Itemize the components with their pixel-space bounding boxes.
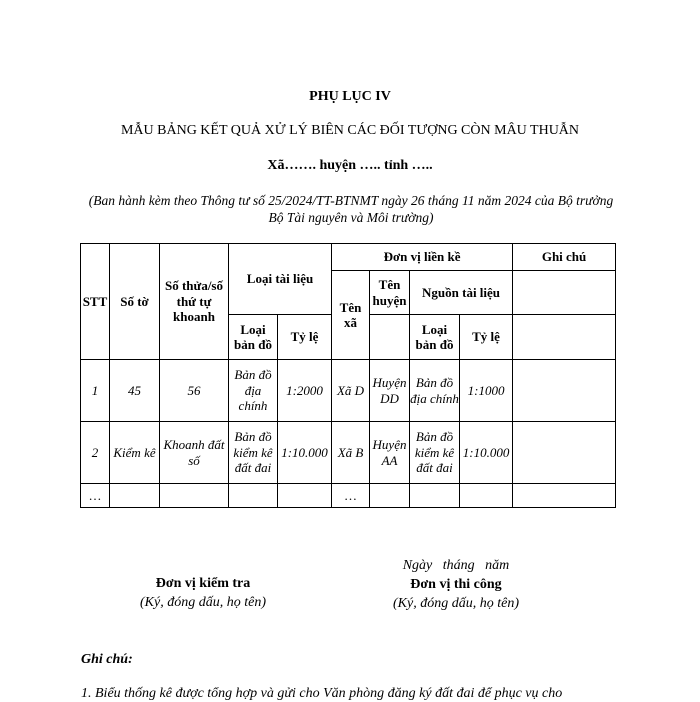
table-cell: Huyện AA bbox=[370, 422, 410, 484]
form-title: MẪU BẢNG KẾT QUẢ XỬ LÝ BIÊN CÁC ĐỐI TƯỢNG CÒN MÂU THUẪN bbox=[120, 123, 580, 138]
table-cell bbox=[513, 360, 616, 422]
table-cell: Bản đồ kiểm kê đất đai bbox=[410, 422, 460, 484]
table-cell: 1:2000 bbox=[278, 360, 332, 422]
header-nguon-tai-lieu: Nguồn tài liệu bbox=[410, 271, 513, 315]
header-ten-xa: Tên xã bbox=[332, 271, 370, 360]
header-don-vi-lien-ke: Đơn vị liền kề bbox=[332, 244, 513, 271]
table-cell bbox=[160, 484, 229, 508]
table-cell: 1:1000 bbox=[460, 360, 513, 422]
table-cell: 56 bbox=[160, 360, 229, 422]
table-cell bbox=[278, 484, 332, 508]
header-so-to: Số tờ bbox=[110, 244, 160, 360]
table-cell: … bbox=[81, 484, 110, 508]
table-cell: 45 bbox=[110, 360, 160, 422]
location-line: Xã……. huyện ….. tỉnh ….. bbox=[267, 158, 433, 173]
table-cell bbox=[460, 484, 513, 508]
table-cell: Huyện DD bbox=[370, 360, 410, 422]
table-cell bbox=[410, 484, 460, 508]
table-cell: Bản đồ địa chính bbox=[229, 360, 278, 422]
table-cell: Xã B bbox=[332, 422, 370, 484]
table-cell bbox=[229, 484, 278, 508]
table-row bbox=[81, 360, 616, 422]
date-line: Ngày tháng năm bbox=[402, 558, 510, 573]
header-ghi-chu: Ghi chú bbox=[513, 244, 616, 271]
table-cell: Khoanh đất số bbox=[160, 422, 229, 484]
inspector-signature-block bbox=[73, 574, 333, 612]
table-cell bbox=[513, 484, 616, 508]
table-cell bbox=[513, 422, 616, 484]
header-loai-ban-do-2: Loại bản đồ bbox=[410, 315, 460, 360]
contractor-note: (Ký, đóng dấu, họ tên) bbox=[393, 596, 519, 611]
header-loai-ban-do: Loại bản đồ bbox=[229, 315, 278, 360]
inspector-title: Đơn vị kiểm tra bbox=[155, 576, 251, 591]
table-cell: 1:10.000 bbox=[460, 422, 513, 484]
issuance-note: (Ban hành kèm theo Thông tư số 25/2024/TT-BTNMT ngày 26 tháng 11 năm 2024 của Bộ trưởng Bộ Tài nguyên và Môi trường) bbox=[88, 193, 614, 225]
appendix-title: PHỤ LỤC IV bbox=[309, 89, 391, 104]
header-huyen-blank bbox=[370, 315, 410, 360]
inspector-note: (Ký, đóng dấu, họ tên) bbox=[140, 595, 266, 610]
header-ty-le: Tỷ lệ bbox=[278, 315, 332, 360]
header-blank-3 bbox=[513, 315, 616, 360]
contractor-signature-block bbox=[326, 556, 586, 613]
table-row bbox=[81, 484, 616, 508]
header-stt: STT bbox=[81, 244, 110, 360]
header-ghi-chu-blank bbox=[513, 271, 616, 315]
table-cell: 1 bbox=[81, 360, 110, 422]
result-table bbox=[80, 243, 616, 508]
table-cell: 1:10.000 bbox=[278, 422, 332, 484]
table-cell: Bản đồ kiểm kê đất đai bbox=[229, 422, 278, 484]
table-cell: … bbox=[332, 484, 370, 508]
note-item-1: 1. Biểu thống kê được tổng hợp và gửi cho Văn phòng đăng ký đất đai để phục vụ cho bbox=[81, 686, 563, 701]
header-ty-le-2: Tỷ lệ bbox=[460, 315, 513, 360]
contractor-title: Đơn vị thi công bbox=[410, 577, 502, 592]
header-loai-tai-lieu: Loại tài liệu bbox=[229, 244, 332, 315]
table-cell: Kiểm kê bbox=[110, 422, 160, 484]
header-ten-huyen: Tên huyện bbox=[370, 271, 410, 315]
table-cell: Xã D bbox=[332, 360, 370, 422]
table-cell bbox=[110, 484, 160, 508]
notes-heading: Ghi chú: bbox=[81, 652, 133, 667]
table-row bbox=[81, 422, 616, 484]
table-cell: Bản đồ địa chính bbox=[410, 360, 460, 422]
table-cell: 2 bbox=[81, 422, 110, 484]
header-so-thua: Số thửa/số thứ tự khoanh bbox=[160, 244, 229, 360]
table-cell bbox=[370, 484, 410, 508]
